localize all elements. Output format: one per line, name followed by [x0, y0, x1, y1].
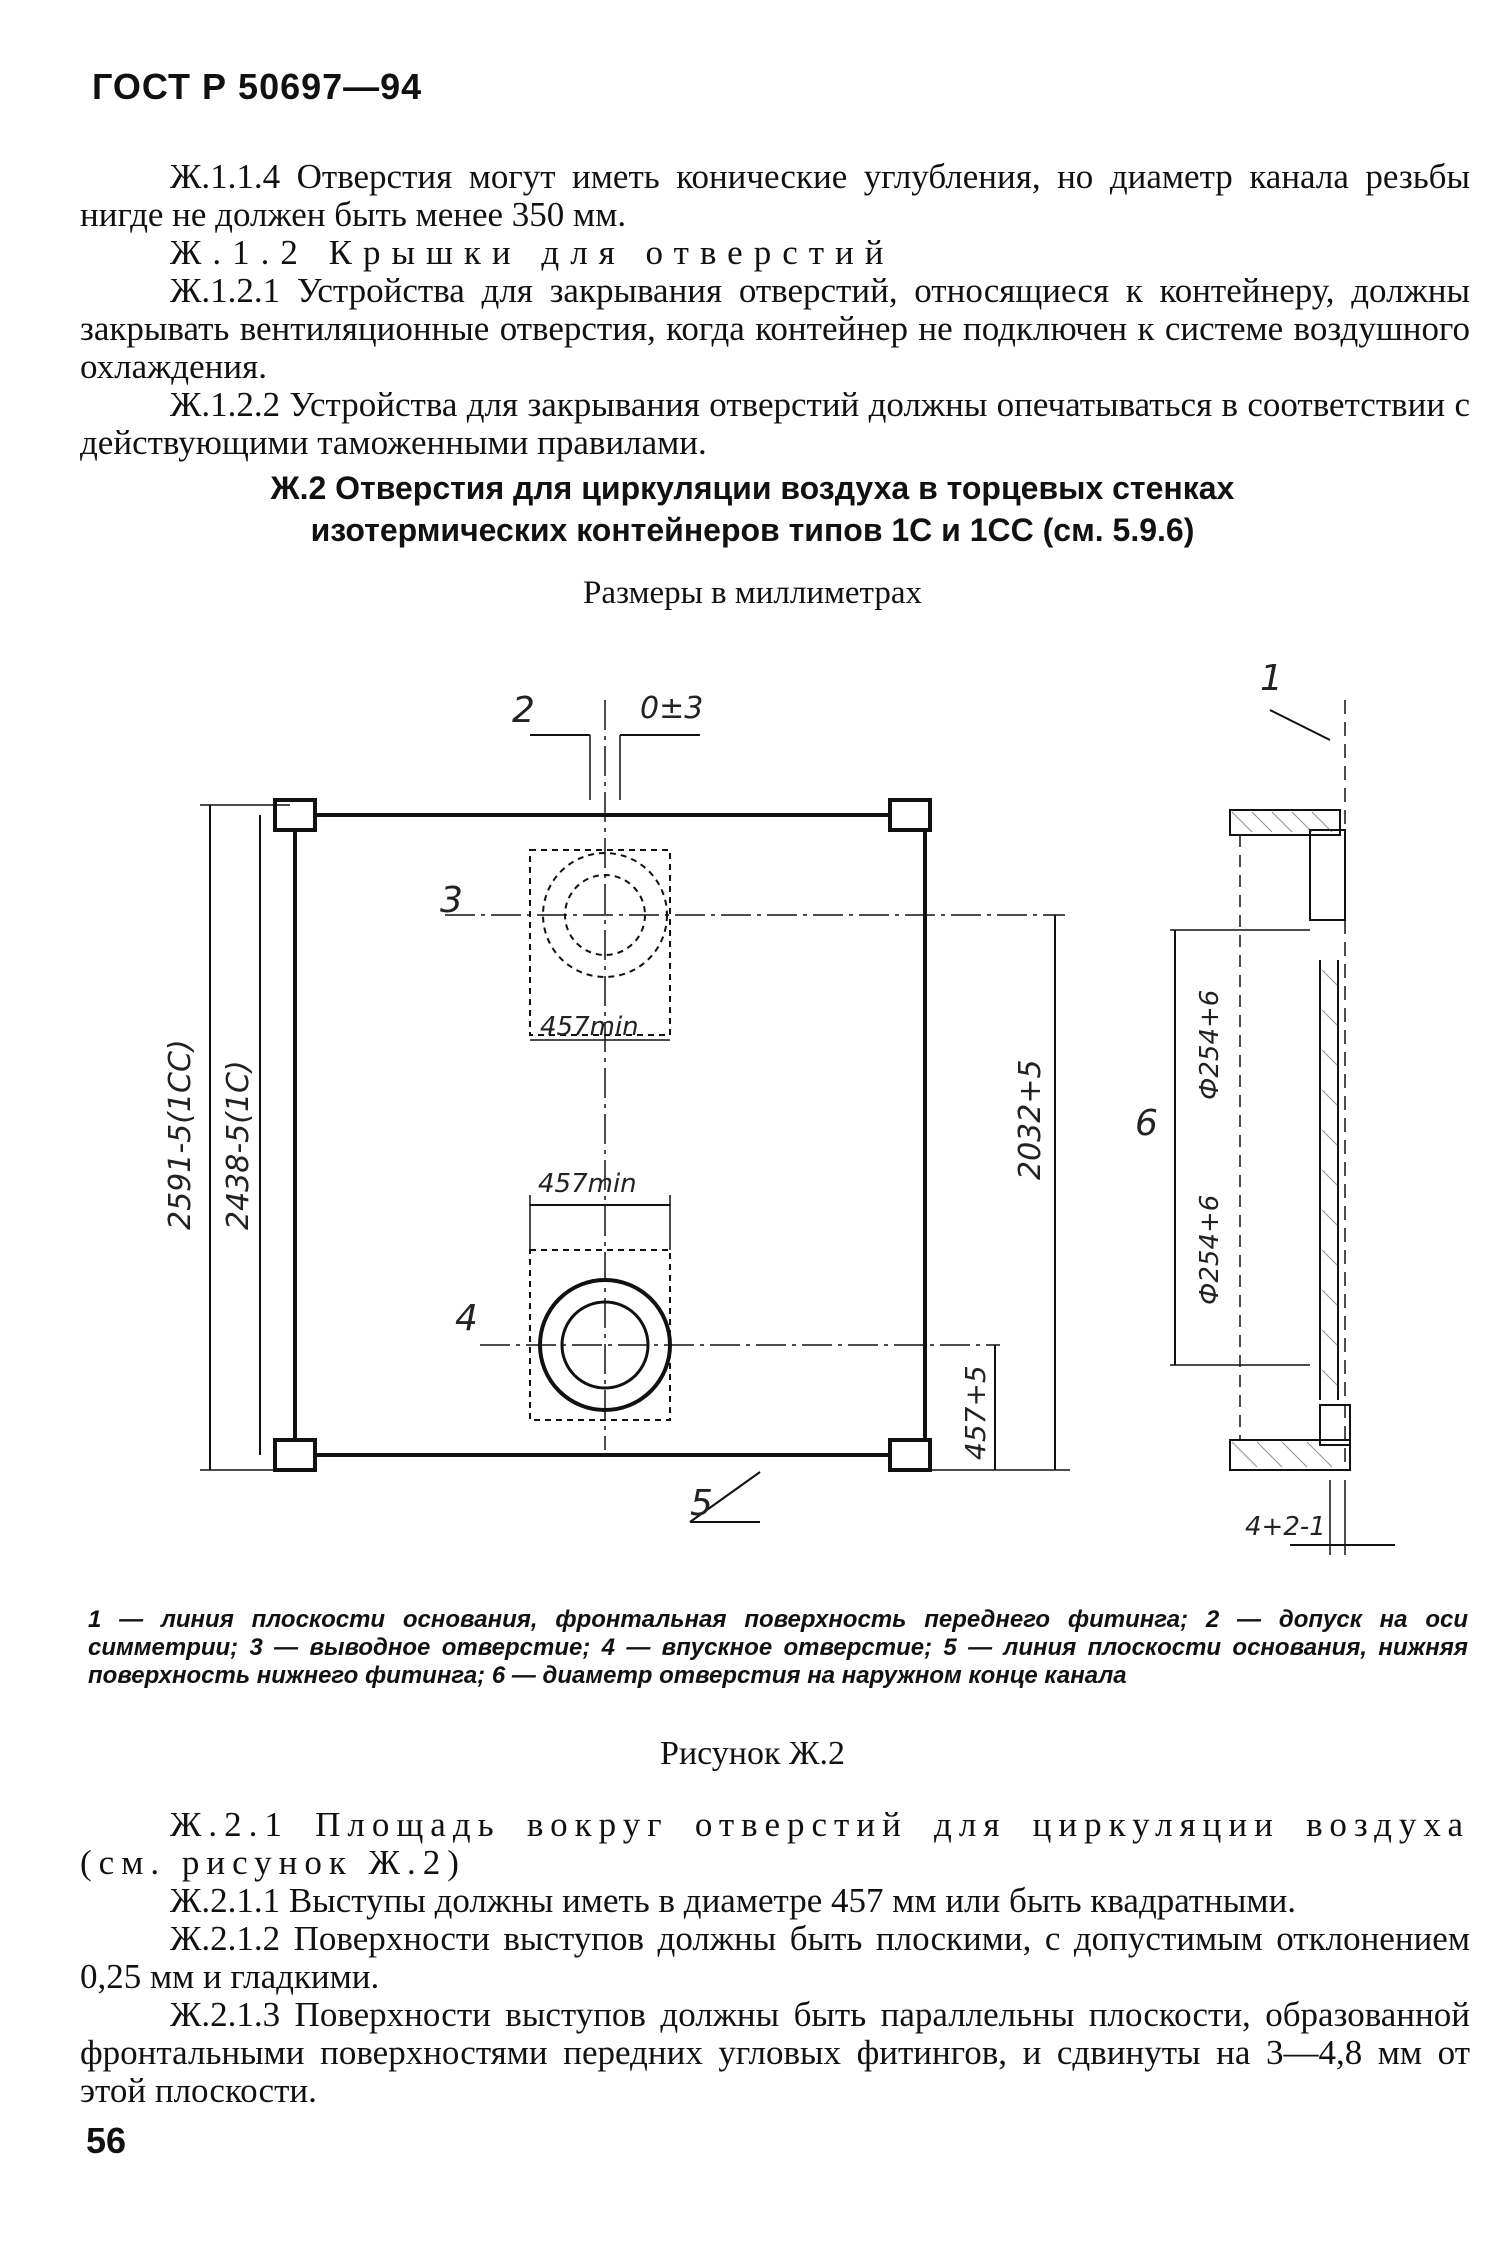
label-5: 5: [690, 1483, 713, 1524]
corner-fitting-bl: [275, 1440, 315, 1470]
section-title-line1: Ж.2 Отверстия для циркуляции воздуха в торцевых стенках: [270, 470, 1235, 506]
page-number: 56: [86, 2120, 127, 2161]
corner-fitting-tr: [890, 800, 930, 830]
paragraph-2-1-2: Ж.2.1.2 Поверхности выступов должны быть плоскими, с допустимым отклонением 0,25 мм и гладкими.: [80, 1919, 1470, 1996]
dim-2438: 2438-5(1С): [221, 1060, 256, 1230]
dim-457min-top: 457min: [540, 1012, 639, 1042]
paragraph-1-2-1: Ж.1.2.1 Устройства для закрывания отверстий, относящиеся к контейнеру, должны закрывать вентиляционные отверстия, когда контейнер не подключен к системе воздушного охлаждения.: [80, 271, 1470, 386]
paragraph-1-2-2: Ж.1.2.2 Устройства для закрывания отверстий должны опечатываться в соответствии с действующими таможенными правилами.: [80, 385, 1470, 462]
corner-fitting-br: [890, 1440, 930, 1470]
units-note: Размеры в миллиметрах: [583, 575, 922, 611]
paragraph-2-1: Ж.2.1 Площадь вокруг отверстий для циркуляции воздуха (см. рисунок Ж.2): [80, 1805, 1470, 1882]
dim-2591: 2591-5(1СС): [163, 1039, 198, 1230]
figure-drawing: [0, 640, 1505, 1580]
label-6: 6: [1135, 1103, 1158, 1144]
label-2: 2: [512, 690, 535, 731]
label-3: 3: [440, 880, 463, 921]
paragraph-1-1-4: Ж.1.1.4 Отверстия могут иметь конические углубления, но диаметр канала резьбы нигде не должен быть менее 350 мм.: [80, 157, 1470, 234]
document-header: ГОСТ Р 50697—94: [92, 66, 423, 107]
dim-4: 4+2-1: [1245, 1512, 1326, 1542]
paragraph-2-1-3: Ж.2.1.3 Поверхности выступов должны быть параллельны плоскости, образованной фронтальными поверхностями передних угловых фитингов, и сдвинуты на 3—4,8 мм от этой плоскости.: [80, 1995, 1470, 2110]
label-1: 1: [1260, 658, 1283, 699]
section-title-line2: изотермических контейнеров типов 1С и 1СС (см. 5.9.6): [310, 512, 1195, 548]
dim-457min-mid: 457min: [538, 1169, 637, 1199]
label-tolerance: 0±3: [640, 691, 704, 726]
label-4: 4: [455, 1298, 478, 1339]
dim-phi-top: Ф254+6: [1195, 989, 1225, 1100]
dim-phi-bottom: Ф254+6: [1195, 1194, 1225, 1305]
paragraph-1-2-heading: Ж.1.2 Крышки для отверстий: [170, 233, 895, 272]
container-frame: [295, 815, 925, 1455]
figure-caption: 1 — линия плоскости основания, фронтальная поверхность переднего фитинга; 2 — допуск на оси симметрии; 3 — выводное отверстие; 4 — впускное отверстие; 5 — линия плоскости основания, нижняя поверхность нижнего фитинга; 6 — диаметр отверстия на наружном конце канала: [88, 1606, 1468, 1689]
outlet-hole-area: [530, 850, 670, 1035]
figure-title: Рисунок Ж.2: [660, 1735, 845, 1772]
paragraph-2-1-1: Ж.2.1.1 Выступы должны иметь в диаметре 457 мм или быть квадратными.: [170, 1881, 1297, 1920]
dim-2032: 2032+5: [1013, 1059, 1048, 1180]
dim-457: 457+5: [959, 1365, 992, 1460]
